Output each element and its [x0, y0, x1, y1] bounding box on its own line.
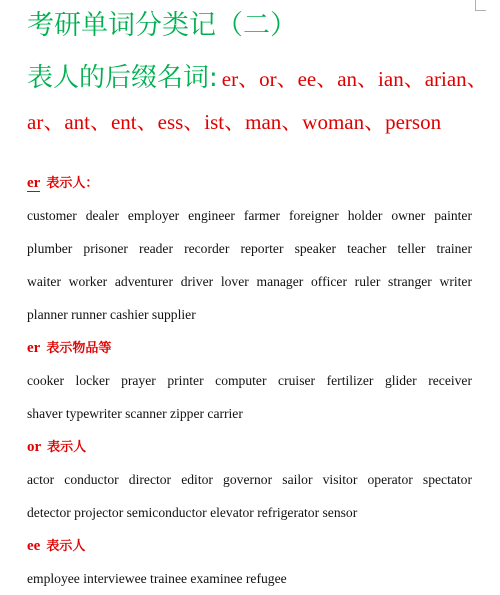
section-suffix: er — [27, 175, 41, 191]
word-line: detector projector semiconductor elevator refrigerator sensor — [27, 505, 358, 520]
section-heading-er-person — [27, 172, 98, 192]
section-words-ee-person — [27, 562, 472, 595]
subtitle — [27, 58, 487, 142]
page-title: 考研单词分类记（二） — [27, 10, 297, 41]
section-suffix: ee — [27, 538, 41, 554]
section-words-or-person — [27, 463, 472, 529]
section-meaning: 表示人 — [47, 440, 87, 455]
subtitle-suffixes-line2: ar、ant、ent、ess、ist、man、woman、person — [27, 110, 442, 134]
section-words-er-object — [27, 364, 472, 430]
word-line: actor conductor director editor governor sailor visitor operator spectator — [27, 472, 472, 487]
word-line: planner runner cashier supplier — [27, 307, 196, 322]
section-meaning: 表示物品等 — [46, 341, 112, 356]
word-line: shaver typewriter scanner zipper carrier — [27, 406, 243, 421]
section-heading-er-object — [27, 337, 111, 357]
word-line: waiter worker adventurer driver lover manager officer ruler stranger writer — [27, 274, 472, 289]
section-heading-or-person — [27, 436, 86, 456]
page-corner-mark — [475, 0, 486, 11]
section-meaning: 表示人 — [46, 539, 86, 554]
word-line: customer dealer employer engineer farmer foreigner holder owner painter — [27, 208, 472, 223]
subtitle-suffixes-line1: er、or、ee、an、ian、arian、 — [221, 67, 488, 91]
section-heading-ee-person — [27, 535, 85, 555]
word-line: employee interviewee trainee examinee refugee — [27, 571, 287, 586]
section-meaning: 表示人： — [46, 176, 99, 191]
word-line: plumber prisoner reader recorder reporter speaker teacher teller trainer — [27, 241, 472, 256]
section-suffix: or — [27, 439, 42, 455]
section-suffix: er — [27, 340, 41, 356]
section-words-er-person — [27, 199, 472, 331]
subtitle-label: 表人的后缀名词: — [27, 63, 218, 93]
word-line: cooker locker prayer printer computer cruiser fertilizer glider receiver — [27, 373, 472, 388]
